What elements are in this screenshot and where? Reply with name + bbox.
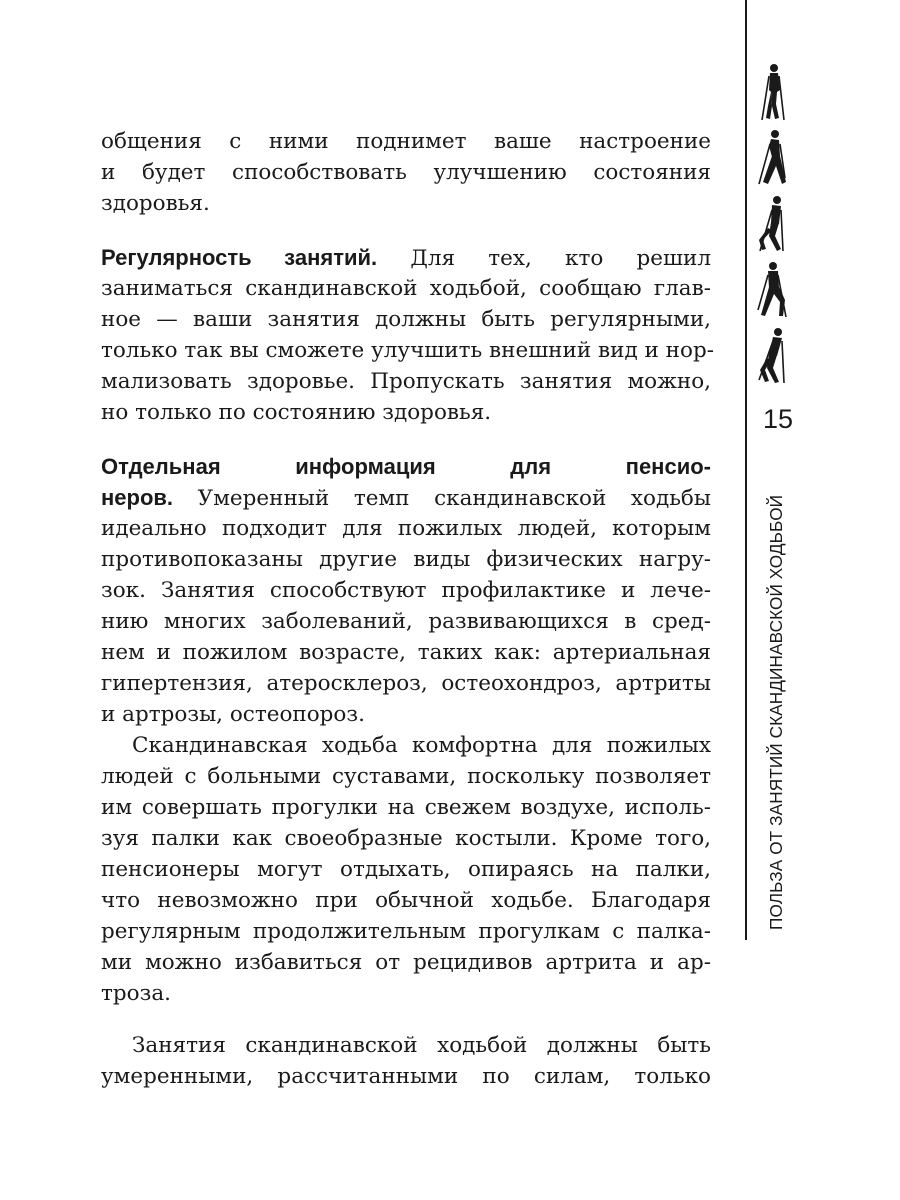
paragraph-spacer xyxy=(101,219,711,242)
nordic-walkers-column xyxy=(755,62,795,392)
text-line xyxy=(101,482,711,513)
nordic-walker-icon xyxy=(755,128,789,188)
text-line: и будет способствовать улучшению состояния xyxy=(101,160,711,185)
page-number: 15 xyxy=(762,404,794,434)
text-line xyxy=(101,242,711,273)
text-line: умеренными, рассчитанными по силам, только xyxy=(101,1064,711,1089)
paragraph-3 xyxy=(101,451,711,730)
text-line: что невозможно при обычной ходьбе. Благодаря xyxy=(101,888,711,913)
nordic-walker-icon xyxy=(755,260,789,320)
text-line: гипертензия, атеросклероз, остеохондроз, артриты xyxy=(101,671,711,696)
text-line: только так вы сможете улучшить внешний вид и нор- xyxy=(101,338,714,363)
paragraph-spacer xyxy=(101,428,711,451)
paragraph-2 xyxy=(101,242,714,428)
text-line: Скандинавская ходьба комфортна для пожилых xyxy=(132,733,711,758)
running-title: ПОЛЬЗА ОТ ЗАНЯТИЙ СКАНДИНАВСКОЙ ХОДЬБОЙ xyxy=(766,494,786,930)
text-line: ное — ваши занятия должны быть регулярными, xyxy=(101,307,711,332)
section-heading-pensioners: Отдельная информация для пенсио- xyxy=(101,454,711,479)
nordic-walker-icon xyxy=(755,194,789,254)
text-line: заниматься скандинавской ходьбой, сообщаю глав- xyxy=(101,276,711,301)
section-heading-regularity: Регулярность занятий. xyxy=(101,245,378,270)
text-line: противопоказаны другие виды физических нагру- xyxy=(101,547,711,572)
text-line: идеально подходит для пожилых людей, которым xyxy=(101,516,711,541)
text-line: зок. Занятия способствуют профилактике и лече- xyxy=(101,578,711,603)
main-text xyxy=(101,126,714,1092)
margin-rule xyxy=(745,0,747,940)
text-line: Занятия скандинавской ходьбой должны быть xyxy=(132,1033,711,1058)
text-line: мализовать здоровье. Пропускать занятия можно, xyxy=(101,369,711,394)
text-line: ми можно избавиться от рецидивов артрита и ар- xyxy=(101,950,711,975)
text-line: здоровья. xyxy=(101,191,210,216)
paragraph-4 xyxy=(101,730,711,1009)
text-line: нем и пожилом возрасте, таких как: артериальная xyxy=(101,640,711,665)
text-line: регулярным продолжительным прогулкам с палка- xyxy=(101,919,711,944)
text-line: людей с больными суставами, поскольку позволяет xyxy=(101,764,711,789)
text-line: общения с ними поднимет ваше настроение xyxy=(101,129,711,154)
nordic-walker-icon xyxy=(755,62,789,122)
text-line: нию многих заболеваний, развивающихся в сред- xyxy=(101,609,711,634)
text-line: но только по состоянию здоровья. xyxy=(101,400,492,425)
paragraph-spacer xyxy=(101,1009,711,1030)
text-line: пенсионеры могут отдыхать, опираясь на палки, xyxy=(101,857,711,882)
nordic-walker-icon xyxy=(755,326,789,386)
paragraph-5 xyxy=(101,1030,711,1092)
text-line: троза. xyxy=(101,981,171,1006)
text-line: и артрозы, остеопороз. xyxy=(101,702,365,727)
text-fragment: Для тех, кто решил xyxy=(377,246,711,271)
paragraph-1 xyxy=(101,126,711,219)
text-line: зуя палки как своеобразные костыли. Кроме того, xyxy=(101,826,711,851)
text-fragment: Умеренный темп скандинавской ходьбы xyxy=(173,486,711,511)
text-line: им совершать прогулки на свежем воздухе, исполь- xyxy=(101,795,711,820)
section-heading-pensioners-end: неров. xyxy=(101,485,174,510)
